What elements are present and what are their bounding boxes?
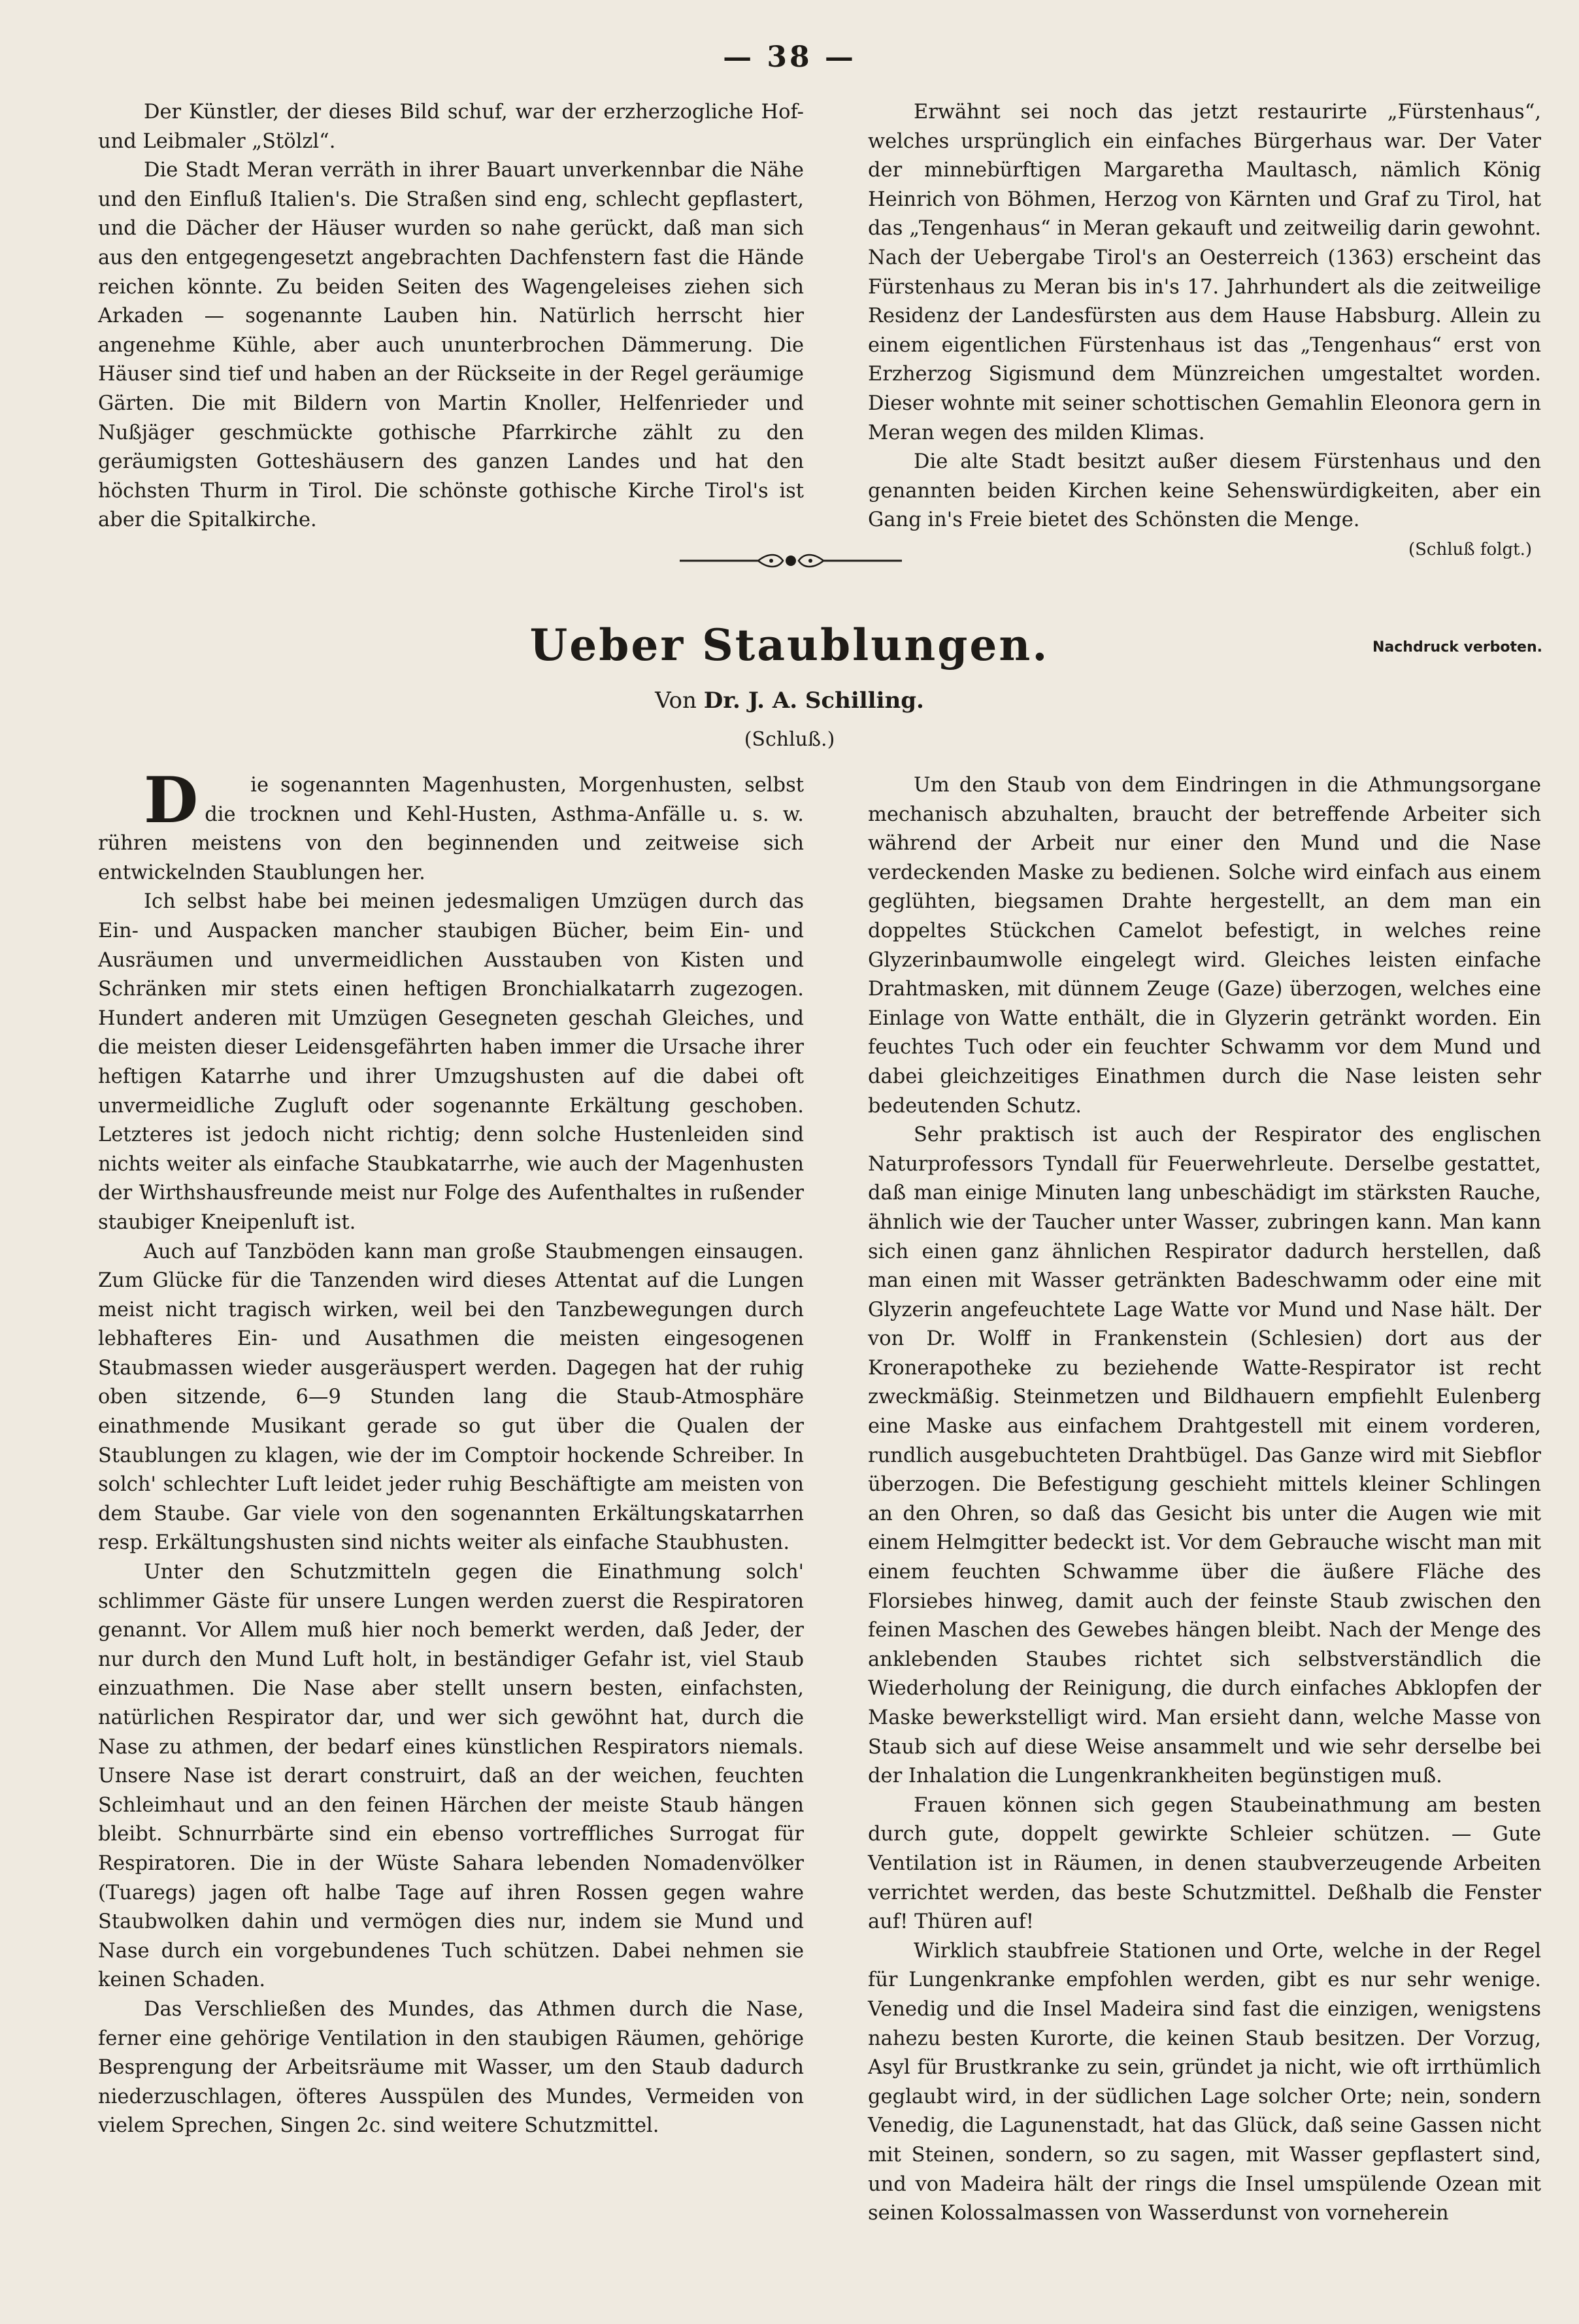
top-right-column [868,98,1541,565]
paragraph: Frauen können sich gegen Staubeinathmung am besten durch gute, doppelt gewirkte Schleier schützen. — Gute Ventilation ist in Räumen, in denen staubverzeugende Arbeiten verrichtet werden, das beste Schutzmittel. Deßhalb die Fenster auf! Thüren auf! [868,1793,1541,1934]
article-title: Ueber Staublungen. [529,620,1050,671]
continued-note: (Schluß folgt.) [1408,539,1532,559]
article-left-column [98,763,804,2141]
reprint-notice: Nachdruck verboten. [1372,639,1542,656]
paragraph: Ich selbst habe bei meinen jedesmaligen Umzügen durch das Ein- und Auspacken mancher staubigen Bücher, beim Ein- und Ausräumen und unvermeidlichen Ausstauben von Kisten und Schränken mir stets einen heftigen Bronchialkatarrh zugezogen. Hundert anderen mit Umzügen Gesegneten geschah Gleiches, und die meisten dieser Leidensgefährten haben immer die Ursache ihrer heftigen Katarrhe und ihrer Umzugshusten auf die dabei oft unvermeidliche Zugluft oder sogenannte Erkältung geschoben. Letzteres ist jedoch nicht richtig; denn solche Hustenleiden sind nichts weiter als einfache Staubkatarrhe, wie auch der Magenhusten der Wirthshausfreunde meist nur Folge des Aufenthaltes in rußender staubiger Kneipenluft ist. [98,890,804,1234]
paragraph: Das Verschließen des Mundes, das Athmen durch die Nase, ferner eine gehörige Ventilation in den staubigen Räumen, gehörige Besprengung der Arbeitsräume mit Wasser, um den Staub dadurch niederzuschlagen, öfteres Ausspülen des Mundes, Vermeiden von vielem Sprechen, Singen 2c. sind weitere Schutzmittel. [98,1997,804,2138]
paragraph: Die sogenannten Magenhusten, Morgenhusten, selbst die trocknen und Kehl-Husten, Asthma-Anfälle u. s. w. rühren meistens von den beginnenden und zeitweise sich entwickelnden Staublungen her. [98,763,804,884]
byline-prefix: Von [655,688,697,714]
article-byline [0,688,1579,714]
paragraph: Erwähnt sei noch das jetzt restaurirte „Fürstenhaus“, welches ursprünglich ein einfaches Bürgerhaus war. Der Vater der minnebürftigen Margaretha Maultasch, nämlich König Heinrich von Böhmen, Herzog von Kärnten und Graf zu Tirol, hat das „Tengenhaus“ in Meran gekauft und zeitweilig darin gewohnt. Nach der Uebergabe Tirol's an Oesterreich (1363) erscheint das Fürstenhaus zu Meran bis in's 17. Jahrhundert als die zeitweilige Residenz der Landesfürsten aus dem Hause Habsburg. Allein zu einem eigentlichen Fürstenhaus ist das „Tengenhaus“ erst von Erzherzog Sigismund dem Münzreichen umgestaltet worden. Dieser wohnte mit seiner schottischen Gemahlin Eleonora gern in Meran wegen des milden Klimas. [868,101,1541,444]
article-right-column [868,771,1541,2229]
paragraph: Sehr praktisch ist auch der Respirator des englischen Naturprofessors Tyndall für Feuerwehrleute. Derselbe gestattet, daß man einige Minuten lang unbeschädigt im stärksten Rauche, ähnlich wie der Taucher unter Wasser, zubringen kann. Man kann sich einen ganz ähnlichen Respirator dadurch herstellen, daß man einen mit Wasser getränkten Badeschwamm oder eine mit Glyzerin angefeuchtete Lage Watte vor Mund und Nase hält. Der von Dr. Wolff in Frankenstein (Schlesien) dort aus der Kronerapotheke zu beziehende Watte-Respirator ist recht zweckmäßig. Steinmetzen und Bildhauern empfiehlt Eulenberg eine Maske aus einfachem Drahtgestell mit einem vorderen, rundlich ausgebuchteten Drahtbügel. Das Ganze wird mit Siebflor überzogen. Die Befestigung geschieht mittels kleiner Schlingen an den Ohren, so daß das Gesicht bis unter die Augen wie mit einem Helmgitter bedeckt ist. Vor dem Gebrauche wischt man mit einem feuchten Schwamme über die äußere Fläche des Florsiebes hinweg, damit auch der feinste Staub zwischen den feinen Maschen des Gewebes hängen bleibt. Nach der Menge des anklebenden Staubes richtet sich selbstverständlich die Wiederholung der Reinigung, die durch einfaches Abklopfen der Maske bewerkstelligt wird. Man ersieht dann, welche Masse von Staub sich auf diese Weise ansammelt und wie sehr derselbe bei der Inhalation die Lungenkrankheiten begünstigen muß. [868,1123,1541,1788]
page-number: — 38 — [723,41,856,74]
paragraph: Die alte Stadt besitzt außer diesem Fürstenhaus und den genannten beiden Kirchen keine Sehenswürdigkeiten, aber ein Gang in's Freie bietet des Schönsten die Menge. [868,450,1541,532]
ornamental-divider [680,548,902,574]
paragraph: Die Stadt Meran verräth in ihrer Bauart unverkennbar die Nähe und den Einfluß Italien's. Die Straßen sind eng, schlecht gepflastert, und die Dächer der Häuser wurden so nahe gerückt, daß man sich aus den entgegengesetzt angebrachten Dachfenstern fast die Hände reichen könnte. Zu beiden Seiten des Wagengeleises ziehen sich Arkaden — sogenannte Lauben hin. Natürlich herrscht hier angenehme Kühle, aber auch ununterbrochen Dämmerung. Die Häuser sind tief und haben an der Rückseite in der Regel geräumige Gärten. Die mit Bildern von Martin Knoller, Helfenrieder und Nußjäger geschmückte gothische Pfarrkirche zählt zu den geräumigsten Gotteshäusern des ganzen Landes und hat den höchsten Thurm in Tirol. Die schönste gothische Kirche Tirol's ist aber die Spitalkirche. [98,159,804,532]
top-left-column [98,98,804,535]
paragraph: Auch auf Tanzböden kann man große Staubmengen einsaugen. Zum Glücke für die Tanzenden wird dieses Attentat auf die Lungen meist nicht tragisch wirken, weil bei den Tanzbewegungen durch lebhafteres Ein- und Ausathmen die meisten eingesogenen Staubmassen wieder ausgeräuspert werden. Dagegen hat der ruhig oben sitzende, 6—9 Stunden lang die Staub-Atmosphäre einathmende Musikant gerade so gut über die Qualen der Staublungen zu klagen, wie der im Comptoir hockende Schreiber. In solch' schlechter Luft leidet jeder ruhig Beschäftigte am meisten von dem Staube. Gar viele von den sogenannten Erkältungskatarrhen resp. Erkältungshusten sind nichts weiter als einfache Staubhusten. [98,1240,804,1555]
paragraph: Um den Staub von dem Eindringen in die Athmungsorgane mechanisch abzuhalten, braucht der betreffende Arbeiter sich während der Arbeit nur einer den Mund und die Nase verdeckenden Maske zu bedienen. Solche wird einfach aus einem geglühten, biegsamen Drahte hergestellt, an dem man ein doppeltes Stückchen Camelot befestigt, in welches reine Glyzerinbaumwolle eingelegt wird. Gleiches leisten einfache Drahtmasken, mit dünnem Zeuge (Gaze) überzogen, welches eine Einlage von Watte enthält, die in Glyzerin getränkt worden. Ein feuchtes Tuch oder ein feuchter Schwamm vor dem Mund und dabei gleichzeitiges Einathmen durch die Nase leisten sehr bedeutenden Schutz. [868,774,1541,1118]
paragraph: Wirklich staubfreie Stationen und Orte, welche in der Regel für Lungenkranke empfohlen werden, gibt es nur sehr wenige. Venedig und die Insel Madeira sind fast die einzigen, wenigstens nahezu besten Kurorte, die keinen Staub besitzen. Der Vorzug, Asyl für Brustkranke zu sein, gründet ja nicht, wie oft irrthümlich geglaubt wird, in der südlichen Lage solcher Orte; nein, sondern Venedig, die Lagunenstadt, hat das Glück, daß seine Gassen nicht mit Steinen, sondern, so zu sagen, mit Wasser gepflastert sind, und von Madeira hält der rings die Insel umspülende Ozean mit seinen Kolossalmassen von Wasserdunst von vorneherein [868,1939,1541,2225]
paragraph: Der Künstler, der dieses Bild schuf, war der erzherzogliche Hof- und Leibmaler „Stölzl“. [98,101,804,153]
byline-author: Dr. J. A. Schilling. [703,688,924,714]
article-subtitle: (Schluß.) [744,728,835,751]
paragraph: Unter den Schutzmitteln gegen die Einathmung solch' schlimmer Gäste für unsere Lungen werden zuerst die Respiratoren genannt. Vor Allem muß hier noch bemerkt werden, daß Jeder, der nur durch den Mund Luft holt, in beständiger Gefahr ist, viel Staub einzuathmen. Die Nase aber stellt unsern besten, einfachsten, natürlichen Respirator dar, und wer sich gewöhnt hat, durch die Nase zu athmen, der bedarf eines künstlichen Respirators niemals. Unsere Nase ist derart construirt, daß an der weichen, feuchten Schleimhaut und an den feinen Härchen der meiste Staub hängen bleibt. Schnurrbärte sind ein ebenso vortreffliches Surrogat für Respiratoren. Die in der Wüste Sahara lebenden Nomadenvölker (Tuaregs) jagen oft halbe Tage auf ihren Rossen gegen wahre Staubwolken dahin und vermögen dies nur, indem sie Mund und Nase durch ein vorgebundenes Tuch schützen. Dabei nehmen sie keinen Schaden. [98,1561,804,1992]
